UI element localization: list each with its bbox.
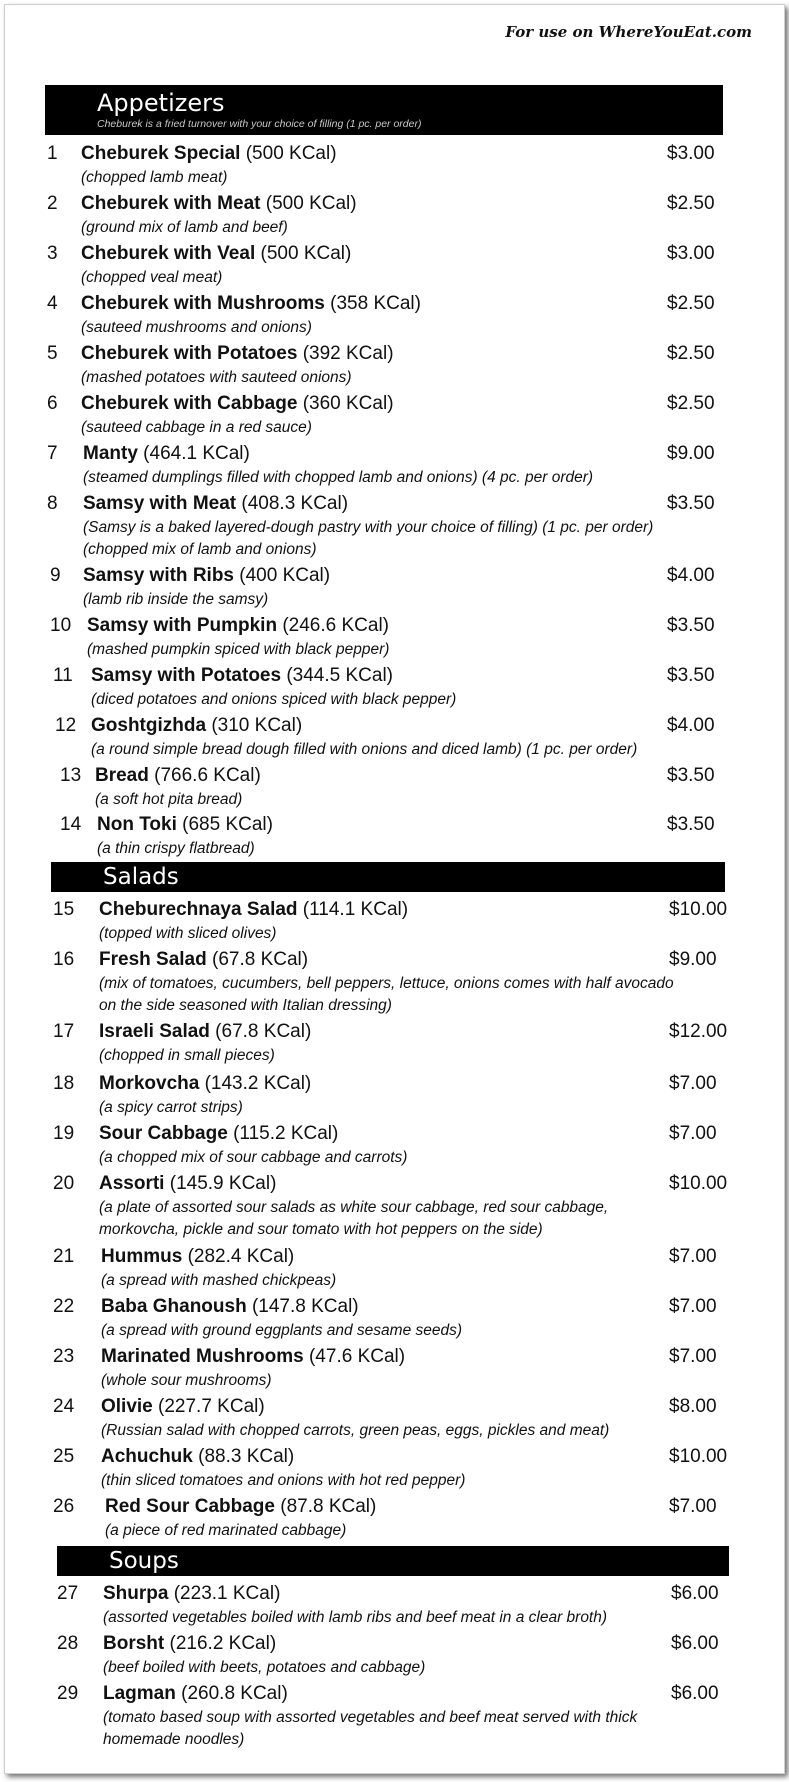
- item-number: 27: [57, 1583, 79, 1604]
- item-description: (whole sour mushrooms): [101, 1372, 272, 1389]
- item-description: (sauteed mushrooms and onions): [81, 319, 312, 336]
- item-kcal: (358 KCal): [324, 293, 421, 314]
- item-name-line: [83, 492, 348, 516]
- item-kcal: (87.8 KCal): [274, 1496, 377, 1517]
- item-name-line: [83, 442, 250, 466]
- item-number: 26: [53, 1496, 75, 1517]
- item-kcal: (766.6 KCal): [148, 765, 261, 786]
- item-kcal: (260.8 KCal): [175, 1683, 288, 1704]
- item-kcal: (88.3 KCal): [192, 1446, 295, 1467]
- item-description: (a thin crispy flatbread): [97, 840, 255, 857]
- item-name: Lagman: [103, 1683, 176, 1704]
- item-price: $7.00: [669, 1123, 717, 1144]
- item-name-line: [87, 614, 389, 638]
- item-description: (a round simple bread dough filled with onions and diced lamb) (1 pc. per order): [91, 741, 638, 758]
- item-name: Cheburek with Veal: [81, 243, 256, 264]
- item-description: (a soft hot pita bread): [95, 791, 243, 808]
- item-name-line: [91, 664, 393, 688]
- item-price: $7.00: [669, 1496, 717, 1517]
- item-name: Fresh Salad: [99, 949, 207, 970]
- item-description: (lamb rib inside the samsy): [83, 591, 269, 608]
- item-number: 14: [60, 814, 82, 835]
- item-kcal: (408.3 KCal): [236, 493, 349, 514]
- item-price: $6.00: [671, 1583, 719, 1604]
- item-kcal: (500 KCal): [260, 193, 357, 214]
- item-name-line: [101, 1395, 265, 1419]
- item-description: (a plate of assorted sour salads as white sour cabbage, red sour cabbage,: [99, 1199, 609, 1216]
- item-name: Assorti: [99, 1173, 165, 1194]
- item-description: (beef boiled with beets, potatoes and cabbage): [103, 1659, 426, 1676]
- item-description: (chopped mix of lamb and onions): [83, 541, 317, 558]
- item-description: (a chopped mix of sour cabbage and carrots): [99, 1149, 408, 1166]
- section-header-soups: [57, 1546, 729, 1576]
- item-kcal: (282.4 KCal): [182, 1246, 295, 1267]
- item-name-line: [99, 898, 408, 922]
- item-number: 20: [53, 1173, 75, 1194]
- item-name-line: [101, 1245, 294, 1269]
- item-kcal: (227.7 KCal): [152, 1396, 265, 1417]
- item-price: $10.00: [669, 899, 728, 920]
- item-name-line: [95, 764, 261, 788]
- item-description: (mix of tomatoes, cucumbers, bell peppers, lettuce, onions comes with half avocado: [99, 975, 674, 992]
- item-name: Samsy with Ribs: [83, 565, 234, 586]
- section-title: Soups: [109, 1548, 179, 1574]
- item-price: $2.50: [667, 193, 715, 214]
- item-number: 21: [53, 1246, 75, 1267]
- item-name-line: [81, 392, 394, 416]
- item-description: (a spread with ground eggplants and sesame seeds): [101, 1322, 463, 1339]
- item-price: $4.00: [667, 565, 715, 586]
- item-price: $3.50: [667, 665, 715, 686]
- item-kcal: (115.2 KCal): [227, 1123, 339, 1144]
- item-kcal: (143.2 KCal): [199, 1073, 312, 1094]
- item-description: (Samsy is a baked layered-dough pastry with your choice of filling) (1 pc. per order): [83, 519, 654, 536]
- item-kcal: (500 KCal): [255, 243, 352, 264]
- item-number: 1: [47, 143, 58, 164]
- item-kcal: (216.2 KCal): [164, 1633, 277, 1654]
- item-number: 15: [53, 899, 75, 920]
- item-description: on the side seasoned with Italian dressing): [99, 997, 392, 1014]
- item-name: Cheburek with Potatoes: [81, 343, 298, 364]
- item-number: 18: [53, 1073, 75, 1094]
- item-name-line: [99, 1122, 338, 1146]
- item-name: Baba Ghanoush: [101, 1296, 247, 1317]
- item-price: $7.00: [669, 1073, 717, 1094]
- item-description: (a piece of red marinated cabbage): [105, 1522, 347, 1539]
- item-kcal: (67.8 KCal): [209, 1021, 312, 1042]
- item-name-line: [99, 1020, 311, 1044]
- section-subtitle: Cheburek is a fried turnover with your choice of filling (1 pc. per order): [97, 118, 422, 130]
- item-name: Borsht: [103, 1633, 165, 1654]
- item-name-line: [103, 1632, 276, 1656]
- item-description: morkovcha, pickle and sour tomato with hot peppers on the side): [99, 1221, 543, 1238]
- item-kcal: (500 KCal): [240, 143, 337, 164]
- item-description: (ground mix of lamb and beef): [81, 219, 288, 236]
- section-header-appetizers: [45, 85, 723, 135]
- item-number: 6: [47, 393, 58, 414]
- item-name-line: [99, 948, 308, 972]
- item-price: $3.50: [667, 765, 715, 786]
- item-name-line: [81, 342, 394, 366]
- section-header-salads: [51, 862, 725, 892]
- item-number: 16: [53, 949, 75, 970]
- item-name: Goshtgizhda: [91, 715, 207, 736]
- item-name: Cheburek Special: [81, 143, 241, 164]
- item-price: $6.00: [671, 1633, 719, 1654]
- item-name: Cheburechnaya Salad: [99, 899, 298, 920]
- item-number: 2: [47, 193, 58, 214]
- item-number: 7: [47, 443, 58, 464]
- item-price: $3.50: [667, 493, 715, 514]
- item-price: $10.00: [669, 1173, 728, 1194]
- item-kcal: (464.1 KCal): [137, 443, 250, 464]
- item-number: 29: [57, 1683, 79, 1704]
- item-name-line: [97, 813, 273, 837]
- item-name-line: [103, 1582, 280, 1606]
- item-kcal: (114.1 KCal): [297, 899, 409, 920]
- item-price: $9.00: [669, 949, 717, 970]
- item-price: $8.00: [669, 1396, 717, 1417]
- item-number: 22: [53, 1296, 75, 1317]
- item-number: 9: [50, 565, 61, 586]
- item-price: $2.50: [667, 343, 715, 364]
- item-name: Samsy with Pumpkin: [87, 615, 278, 636]
- item-price: $2.50: [667, 293, 715, 314]
- item-kcal: (400 KCal): [234, 565, 331, 586]
- item-price: $6.00: [671, 1683, 719, 1704]
- item-name: Hummus: [101, 1246, 183, 1267]
- item-name: Non Toki: [97, 814, 177, 835]
- item-name-line: [101, 1345, 405, 1369]
- item-description: (mashed pumpkin spiced with black pepper): [87, 641, 390, 658]
- item-name: Marinated Mushrooms: [101, 1346, 304, 1367]
- item-kcal: (344.5 KCal): [281, 665, 394, 686]
- item-description: (a spread with mashed chickpeas): [101, 1272, 337, 1289]
- item-name: Achuchuk: [101, 1446, 193, 1467]
- item-price: $3.50: [667, 615, 715, 636]
- item-description: (assorted vegetables boiled with lamb ribs and beef meat in a clear broth): [103, 1609, 608, 1626]
- watermark-text: For use on WhereYouEat.com: [505, 23, 752, 41]
- item-kcal: (145.9 KCal): [164, 1173, 277, 1194]
- item-name: Bread: [95, 765, 149, 786]
- item-number: 11: [53, 665, 73, 686]
- item-name: Israeli Salad: [99, 1021, 210, 1042]
- item-name-line: [81, 142, 337, 166]
- item-number: 25: [53, 1446, 75, 1467]
- item-description: homemade noodles): [103, 1731, 245, 1748]
- section-title: Salads: [103, 864, 179, 890]
- item-price: $3.50: [667, 814, 715, 835]
- item-name: Cheburek with Cabbage: [81, 393, 298, 414]
- item-description: (sauteed cabbage in a red sauce): [81, 419, 312, 436]
- item-name: Morkovcha: [99, 1073, 200, 1094]
- item-price: $9.00: [667, 443, 715, 464]
- item-name-line: [91, 714, 302, 738]
- item-kcal: (392 KCal): [297, 343, 394, 364]
- item-description: (a spicy carrot strips): [99, 1099, 243, 1116]
- item-description: (tomato based soup with assorted vegetables and beef meat served with thick: [103, 1709, 638, 1726]
- item-name: Red Sour Cabbage: [105, 1496, 275, 1517]
- item-description: (steamed dumplings filled with chopped lamb and onions) (4 pc. per order): [83, 469, 594, 486]
- item-number: 8: [47, 493, 58, 514]
- item-number: 13: [60, 765, 82, 786]
- item-name-line: [105, 1495, 376, 1519]
- item-name-line: [83, 564, 330, 588]
- item-name-line: [81, 292, 421, 316]
- item-description: (diced potatoes and onions spiced with black pepper): [91, 691, 457, 708]
- item-description: (chopped veal meat): [81, 269, 223, 286]
- item-number: 23: [53, 1346, 75, 1367]
- item-number: 4: [47, 293, 58, 314]
- item-price: $3.00: [667, 243, 715, 264]
- item-name-line: [103, 1682, 288, 1706]
- item-kcal: (147.8 KCal): [246, 1296, 359, 1317]
- item-description: (chopped in small pieces): [99, 1047, 275, 1064]
- item-kcal: (47.6 KCal): [303, 1346, 406, 1367]
- item-description: (topped with sliced olives): [99, 925, 277, 942]
- item-kcal: (223.1 KCal): [168, 1583, 281, 1604]
- item-name: Shurpa: [103, 1583, 169, 1604]
- item-name-line: [101, 1295, 359, 1319]
- item-name: Cheburek with Meat: [81, 193, 261, 214]
- item-number: 12: [55, 715, 77, 736]
- item-description: (mashed potatoes with sauteed onions): [81, 369, 352, 386]
- item-name: Cheburek with Mushrooms: [81, 293, 325, 314]
- item-kcal: (310 KCal): [206, 715, 303, 736]
- item-name: Manty: [83, 443, 138, 464]
- item-price: $7.00: [669, 1296, 717, 1317]
- item-price: $12.00: [669, 1021, 728, 1042]
- item-number: 28: [57, 1633, 79, 1654]
- item-price: $7.00: [669, 1246, 717, 1267]
- item-number: 24: [53, 1396, 75, 1417]
- item-number: 19: [53, 1123, 75, 1144]
- item-price: $3.00: [667, 143, 715, 164]
- item-kcal: (246.6 KCal): [277, 615, 389, 636]
- item-price: $4.00: [667, 715, 715, 736]
- item-name-line: [99, 1172, 276, 1196]
- item-name: Samsy with Meat: [83, 493, 237, 514]
- item-description: (chopped lamb meat): [81, 169, 228, 186]
- item-kcal: (360 KCal): [297, 393, 394, 414]
- item-name-line: [99, 1072, 311, 1096]
- item-number: 17: [53, 1021, 75, 1042]
- item-name-line: [81, 242, 351, 266]
- item-name: Olivie: [101, 1396, 153, 1417]
- item-number: 10: [50, 615, 72, 636]
- item-description: (thin sliced tomatoes and onions with hot red pepper): [101, 1472, 466, 1489]
- item-name: Samsy with Potatoes: [91, 665, 282, 686]
- item-number: 3: [47, 243, 58, 264]
- item-number: 5: [47, 343, 58, 364]
- item-kcal: (67.8 KCal): [206, 949, 309, 970]
- menu-page: [4, 4, 785, 1774]
- item-description: (Russian salad with chopped carrots, green peas, eggs, pickles and meat): [101, 1422, 610, 1439]
- item-name-line: [81, 192, 357, 216]
- item-name-line: [101, 1445, 294, 1469]
- item-kcal: (685 KCal): [176, 814, 273, 835]
- item-price: $7.00: [669, 1346, 717, 1367]
- item-name: Sour Cabbage: [99, 1123, 228, 1144]
- item-price: $10.00: [669, 1446, 728, 1467]
- section-title: Appetizers: [97, 89, 225, 117]
- item-price: $2.50: [667, 393, 715, 414]
